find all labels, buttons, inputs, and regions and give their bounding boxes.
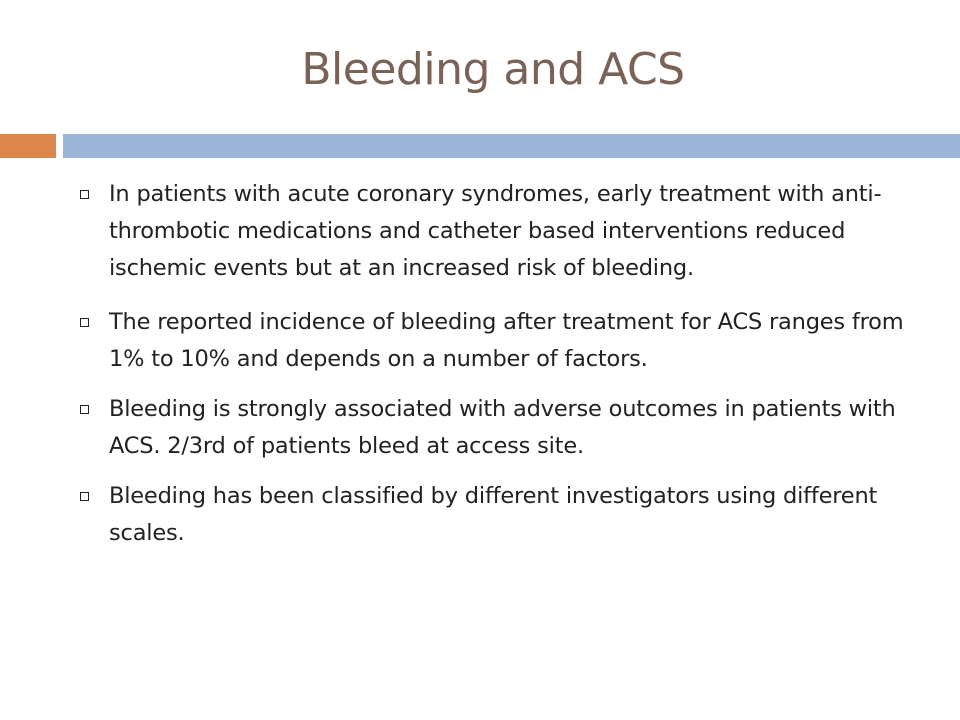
bullet-list: [76, 176, 906, 552]
hollow-square-icon: [80, 405, 89, 414]
slide-title: Bleeding and ACS: [301, 44, 685, 95]
bullet-text: The reported incidence of bleeding after treatment for ACS ranges from 1% to 10% and depends on a number of factors.: [109, 309, 904, 372]
bullet-text: Bleeding is strongly associated with adverse outcomes in patients with ACS. 2/3rd of patients bleed at access site.: [109, 396, 896, 459]
hollow-square-icon: [80, 492, 89, 501]
title-divider-bar: [63, 134, 960, 158]
bullet-item: [76, 176, 906, 287]
bullet-item: [76, 478, 906, 552]
title-accent-bar: [0, 134, 56, 158]
bullet-text: In patients with acute coronary syndromes, early treatment with anti-thrombotic medications and catheter based interventions reduced ischemic events but at an increased risk of bleeding.: [109, 181, 882, 281]
bullet-text: Bleeding has been classified by different investigators using different scales.: [109, 483, 878, 546]
hollow-square-icon: [80, 190, 89, 199]
hollow-square-icon: [80, 318, 89, 327]
bullet-item: [76, 304, 906, 378]
bullet-item: [76, 391, 906, 465]
